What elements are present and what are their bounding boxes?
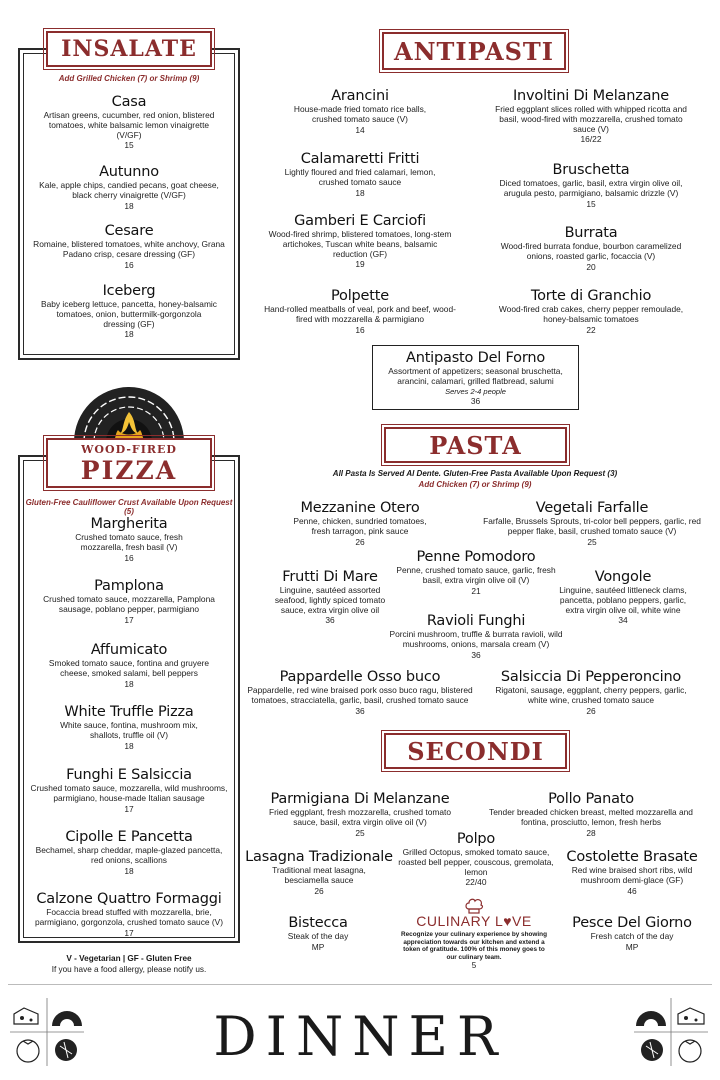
item-desc: Fried eggplant, fresh mozzarella, crushed tomato sauce, basil, extra virgin olive oil (V) (268, 807, 451, 827)
item-desc: Artisan greens, cucumber, red onion, blistered tomatoes, white balsamic lemon vinaigrette (V/GF) (43, 110, 215, 140)
item-desc: Steak of the day (287, 931, 349, 941)
menu-item (564, 849, 700, 896)
item-name: Cipolle E Pancetta (65, 829, 193, 845)
item-desc: Red wine braised short ribs, wild mushroom demi-glace (GF) (571, 865, 693, 885)
antipasti-title: ANTIPASTI (382, 32, 566, 70)
item-desc: Bechamel, sharp cheddar, maple-glazed pancetta, red onions, scallions (35, 845, 223, 865)
menu-item (262, 288, 458, 335)
item-price: 36 (325, 615, 335, 626)
item-desc: Crushed tomato sauce, mozzarella, Pamplona sausage, poblano pepper, parmigiano (43, 594, 215, 614)
tomato-icon (679, 1040, 701, 1062)
menu-item (566, 915, 698, 952)
menu-item (244, 849, 394, 896)
menu-item (26, 767, 232, 814)
item-price: 28 (586, 827, 596, 838)
item-name: Calamaretti Fritti (300, 151, 420, 167)
item-price: 36 (471, 649, 481, 660)
menu-item (244, 669, 476, 716)
item-name: Iceberg (102, 283, 156, 299)
menu-item-forno (374, 350, 577, 406)
item-price: 17 (124, 614, 134, 625)
menu-item (396, 831, 556, 887)
item-name: Mezzanine Otero (300, 500, 420, 516)
item-name: Vegetali Farfalle (535, 500, 649, 516)
item-price: 15 (124, 140, 134, 151)
item-price: 16 (355, 324, 365, 335)
item-price: 16 (124, 259, 134, 270)
item-desc: Farfalle, Brussels Sprouts, tri-color bell peppers, garlic, red pepper flake, basil, crushed tomato sauce (V) (483, 516, 701, 536)
pizza-note: Gluten-Free Cauliflower Crust Available Upon Request (5) (25, 498, 233, 516)
item-desc: Wood-fired shrimp, blistered tomatoes, long-stem artichokes, Tuscan white beans, balsamic reduction (GF) (268, 229, 452, 259)
item-price: 16 (124, 552, 134, 563)
menu-item (262, 213, 458, 269)
item-price: 18 (124, 740, 134, 751)
item-desc: Hand-rolled meatballs of veal, pork and beef, wood-fired with mozzarella & parmigiano (264, 304, 456, 324)
item-serves: Serves 2-4 people (445, 386, 506, 396)
item-price: MP (625, 941, 639, 952)
item-desc: Assortment of appetizers; seasonal bruschetta, arancini, calamari, grilled flatbread, salumi (388, 366, 563, 386)
item-desc: Diced tomatoes, garlic, basil, extra virgin olive oil, arugula pesto, parmigiano, balsamic drizzle (V) (499, 178, 683, 198)
item-name: Affumicato (90, 642, 168, 658)
menu-item (26, 223, 232, 270)
item-desc: Penne, chicken, sundried tomatoes, fresh tarragon, pink sauce (293, 516, 427, 536)
culinary-love (400, 898, 548, 970)
item-name: Pollo Panato (548, 791, 634, 807)
pasta-note: All Pasta Is Served Al Dente. Gluten-Free Pasta Available Upon Request (3) (332, 469, 618, 478)
item-name: Ravioli Funghi (426, 613, 526, 629)
menu-item (262, 88, 458, 135)
menu-item (486, 88, 696, 144)
item-price: 25 (587, 536, 597, 547)
item-desc: Fried eggplant slices rolled with whipped ricotta and basil, wood-fired with mozzarella, crushed tomato sauce (V) (495, 104, 687, 134)
item-name: Penne Pomodoro (416, 549, 536, 565)
item-desc: Rigatoni, sausage, eggplant, cherry peppers, garlic, white wine, crushed tomato sauce (495, 685, 687, 705)
item-price: 16/22 (580, 134, 602, 145)
item-desc: Penne, crushed tomato sauce, garlic, fresh basil, extra virgin olive oil (V) (396, 565, 556, 585)
pizza-oven-icon (70, 372, 188, 444)
menu-item (26, 704, 232, 751)
menu-item (486, 162, 696, 209)
item-name: Torte di Granchio (530, 288, 652, 304)
menu-item (486, 225, 696, 272)
item-name: Arancini (331, 88, 389, 104)
item-desc: Smoked tomato sauce, fontina and gruyere cheese, smoked salami, bell peppers (48, 658, 210, 678)
oven-icon (636, 1011, 666, 1026)
menu-item (556, 569, 690, 625)
item-name: Gamberi E Carciofi (294, 213, 426, 229)
item-price: 46 (627, 885, 637, 896)
item-price: 36 (470, 395, 481, 406)
page-footer-title: DINNER (213, 1005, 507, 1068)
item-price: 22 (586, 324, 596, 335)
item-desc: Grilled Octopus, smoked tomato sauce, roasted bell pepper, couscous, gremolata, lemon (398, 847, 554, 877)
item-name: Lasagna Tradizionale (245, 849, 393, 865)
item-price: 22/40 (465, 877, 487, 888)
item-desc: Romaine, blistered tomatoes, white anchovy, Grana Padano crisp, cesare dressing (GF) (33, 239, 225, 259)
menu-item (268, 569, 392, 625)
item-desc: Baby iceberg lettuce, pancetta, honey-balsamic tomatoes, onion, buttermilk-gorgonzola dressing (GF) (41, 299, 217, 329)
menu-item (26, 578, 232, 625)
item-name: Involtini Di Melanzane (512, 88, 670, 104)
item-desc: Crushed tomato sauce, mozzarella, wild mushrooms, parmigiano, house-made Italian sausage (30, 783, 228, 803)
item-price: 17 (124, 803, 134, 814)
menu-item (262, 500, 458, 547)
menu-item (268, 915, 368, 952)
legend-dietary: V - Vegetarian | GF - Gluten Free (66, 954, 192, 963)
item-desc: Pappardelle, red wine braised pork osso buco ragu, blistered tomatoes, stracciatella, garlic, basil, crushed tomato sauce (247, 685, 473, 705)
menu-item (26, 829, 232, 876)
menu-item (26, 94, 232, 150)
pasta-title: PASTA (384, 427, 567, 463)
item-price: 25 (355, 827, 365, 838)
menu-item (26, 164, 232, 211)
tomato-icon (17, 1040, 39, 1062)
item-name: Autunno (99, 164, 159, 180)
item-desc: Linguine, sautéed assorted seafood, lightly spiced tomato sauce, extra virgin olive oil (274, 585, 386, 615)
item-name: Pesce Del Giorno (572, 915, 692, 931)
basil-icon (55, 1039, 77, 1061)
item-desc: Linguine, sautéed littleneck clams, pancetta, poblano peppers, garlic, extra virgin olive oil, white wine (559, 585, 687, 615)
item-name: Funghi E Salsiccia (66, 767, 192, 783)
item-desc: House-made fried tomato rice balls, crushed tomato sauce (V) (293, 104, 427, 124)
item-price: 14 (355, 124, 365, 135)
item-name: Burrata (564, 225, 618, 241)
item-price: 26 (355, 536, 365, 547)
menu-item (486, 288, 696, 335)
pizza-title-top: WOOD-FIRED (81, 442, 177, 456)
pasta-add-note: Add Chicken (7) or Shrimp (9) (418, 480, 532, 489)
insalate-title: INSALATE (46, 31, 212, 67)
item-name: Parmigiana Di Melanzane (270, 791, 450, 807)
item-name: Pamplona (94, 578, 164, 594)
cheese-icon (14, 1008, 38, 1024)
item-price: 34 (618, 615, 628, 626)
menu-item (262, 151, 458, 198)
item-name: Pappardelle Osso buco (279, 669, 441, 685)
item-price: 15 (586, 198, 596, 209)
item-desc: Wood-fired burrata fondue, bourbon caramelized onions, roasted garlic, focaccia (V) (500, 241, 682, 261)
legend (18, 953, 240, 975)
item-name: Bistecca (288, 915, 348, 931)
item-name: White Truffle Pizza (64, 704, 194, 720)
pizza-title: PIZZA (80, 455, 178, 485)
item-desc: Tender breaded chicken breast, melted mozzarella and fontina, prosciutto, lemon, fresh herbs (489, 807, 693, 827)
secondi-title: SECONDI (384, 733, 567, 769)
item-price: 17 (124, 927, 134, 938)
item-name: Antipasto Del Forno (405, 350, 546, 366)
item-price: 26 (314, 885, 324, 896)
insalate-note: Add Grilled Chicken (7) or Shrimp (9) (58, 74, 200, 83)
menu-item (26, 516, 232, 563)
culinary-love-title: CULINARY L♥VE (416, 913, 532, 929)
menu-item (396, 549, 556, 596)
item-desc: Wood-fired crab cakes, cherry pepper remoulade, honey-balsamic tomatoes (498, 304, 684, 324)
item-name: Polpo (456, 831, 496, 847)
item-desc: Lightly floured and fried calamari, lemon, crushed tomato sauce (284, 167, 436, 187)
legend-allergy: If you have a food allergy, please notify us. (51, 965, 207, 974)
item-price: MP (311, 941, 325, 952)
item-price: 18 (124, 865, 134, 876)
item-name: Polpette (331, 288, 389, 304)
item-name: Cesare (104, 223, 154, 239)
icon-grid-right (632, 996, 710, 1068)
item-desc: White sauce, fontina, mushroom mix, shallots, truffle oil (V) (60, 720, 198, 740)
item-price: 19 (355, 259, 365, 270)
item-desc: Kale, apple chips, candied pecans, goat cheese, black cherry vinaigrette (V/GF) (39, 180, 219, 200)
item-price: 26 (586, 705, 596, 716)
cheese-icon (678, 1008, 704, 1024)
item-desc: Fresh catch of the day (590, 931, 674, 941)
menu-item (490, 669, 692, 716)
culinary-love-price: 5 (471, 961, 477, 971)
oven-icon (52, 1011, 82, 1026)
item-name: Bruschetta (552, 162, 630, 178)
basil-icon (641, 1039, 663, 1061)
menu-item (26, 891, 232, 938)
item-desc: Porcini mushroom, truffle & burrata ravioli, wild mushrooms, onions, marsala cream (V) (389, 629, 563, 649)
item-price: 36 (355, 705, 365, 716)
item-price: 18 (124, 329, 134, 340)
menu-item (26, 283, 232, 339)
item-price: 18 (124, 200, 134, 211)
item-price: 20 (586, 261, 596, 272)
footer-rule (8, 984, 712, 985)
menu-item (480, 500, 704, 547)
icon-grid-left (8, 996, 86, 1068)
item-price: 18 (124, 678, 134, 689)
item-price: 21 (471, 585, 481, 596)
item-name: Frutti Di Mare (282, 569, 378, 585)
item-name: Margherita (90, 516, 168, 532)
item-name: Casa (111, 94, 147, 110)
item-name: Costolette Brasate (566, 849, 698, 865)
menu-item (386, 613, 566, 660)
item-desc: Focaccia bread stuffed with mozzarella, brie, parmigiano, gorgonzola, crushed tomato sauce (V) (34, 907, 224, 927)
culinary-love-desc: Recognize your culinary experience by showing appreciation towards our kitchen and extend a token of gratitude. 100% of this money goes to our culinary team. (401, 931, 547, 961)
item-name: Salsiccia Di Pepperoncino (500, 669, 682, 685)
pizza-title-box (46, 438, 212, 488)
menu-item (26, 642, 232, 689)
item-price: 18 (355, 187, 365, 198)
chef-hat-icon (464, 898, 484, 914)
item-desc: Traditional meat lasagna, besciamella sauce (272, 865, 366, 885)
item-name: Vongole (594, 569, 652, 585)
item-desc: Crushed tomato sauce, fresh mozzarella, fresh basil (V) (75, 532, 183, 552)
item-name: Calzone Quattro Formaggi (36, 891, 222, 907)
